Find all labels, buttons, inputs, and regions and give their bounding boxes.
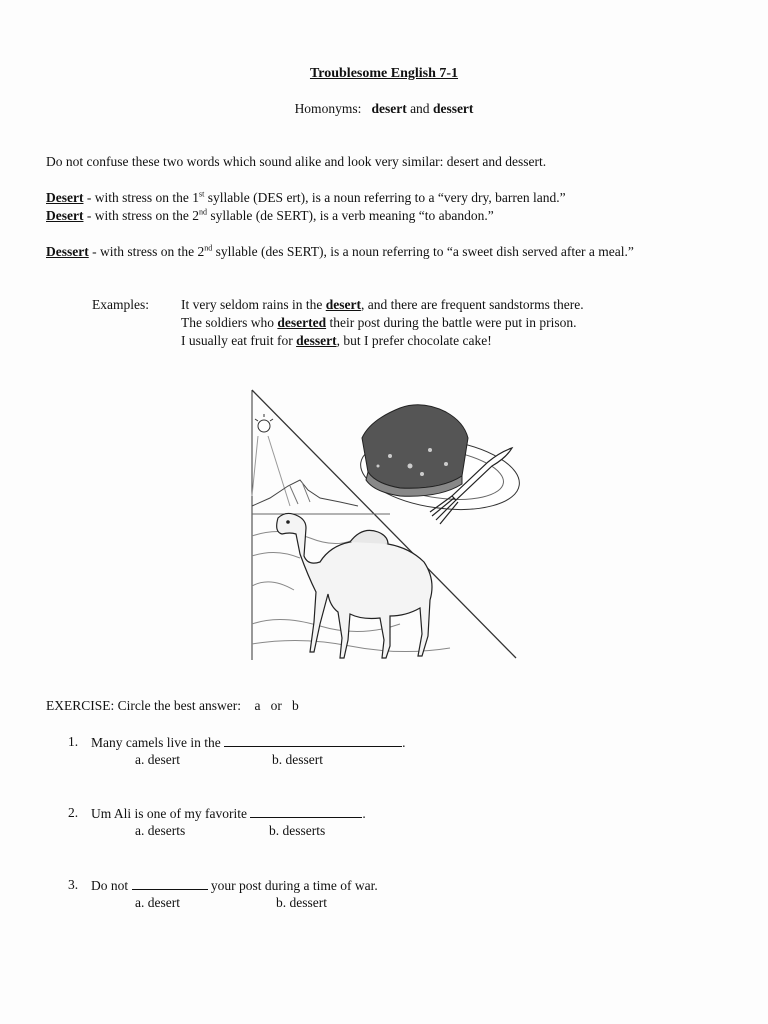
definition-desert-noun <box>46 190 566 206</box>
definition-text: - with stress on the 2 <box>88 244 205 259</box>
subtitle-prefix: Homonyms: <box>294 101 362 116</box>
definition-term: Desert <box>46 208 84 223</box>
example-text: The soldiers who <box>181 315 278 330</box>
example-text: I usually eat fruit for <box>181 333 297 348</box>
definition-superscript: nd <box>204 243 213 253</box>
desert-dessert-illustration <box>250 386 520 662</box>
definition-text: syllable (de SERT), is a verb meaning “to abandon.” <box>206 208 494 223</box>
question-text <box>91 877 378 894</box>
example-line <box>181 333 492 349</box>
page-title: Troublesome English 7-1 <box>309 66 459 81</box>
question-number: 1. <box>68 734 79 749</box>
option-a[interactable]: a. deserts <box>135 823 186 838</box>
question-prompt: Do not <box>91 878 132 893</box>
exercise-label: EXERCISE: Circle the best answer: <box>46 698 241 713</box>
definition-text: - with stress on the 1 <box>83 190 199 205</box>
answer-blank[interactable] <box>250 805 362 818</box>
option-b[interactable]: b. desserts <box>269 823 326 838</box>
question-prompt: Many camels live in the <box>91 735 225 750</box>
definition-dessert-noun <box>46 244 634 260</box>
example-text: , but I prefer chocolate cake! <box>336 333 492 348</box>
exercise-choices: a or b <box>254 698 299 713</box>
example-keyword: deserted <box>277 315 327 330</box>
question-number: 3. <box>68 877 79 892</box>
example-line <box>181 297 584 313</box>
example-line <box>181 315 577 331</box>
question-text <box>91 805 366 822</box>
example-text: It very seldom rains in the <box>181 297 326 312</box>
subtitle <box>0 101 768 117</box>
definition-superscript: st <box>198 189 205 199</box>
subtitle-word-dessert: dessert <box>432 101 474 116</box>
intro-text: Do not confuse these two words which sound alike and look very similar: desert and dessert. <box>46 154 547 169</box>
answer-blank[interactable] <box>132 877 208 890</box>
option-a[interactable]: a. desert <box>135 895 180 910</box>
question-prompt-end: your post during a time of war. <box>207 878 378 893</box>
option-b[interactable]: b. dessert <box>272 752 323 767</box>
question-prompt-end: . <box>362 806 366 821</box>
definition-desert-verb <box>46 208 494 224</box>
question-prompt-end: . <box>402 735 406 750</box>
definition-term: Dessert <box>46 244 89 259</box>
question-prompt: Um Ali is one of my favorite <box>91 806 251 821</box>
option-a[interactable]: a. desert <box>135 752 180 767</box>
exercise-instructions <box>46 698 299 714</box>
answer-blank[interactable] <box>224 734 402 747</box>
definition-term: Desert <box>46 190 84 205</box>
example-text: , and there are frequent sandstorms there. <box>360 297 584 312</box>
subtitle-and: and <box>410 101 430 116</box>
definition-text: - with stress on the 2 <box>83 208 199 223</box>
examples-label: Examples: <box>92 297 149 312</box>
question-number: 2. <box>68 805 79 820</box>
example-text: their post during the battle were put in prison. <box>326 315 577 330</box>
cake-drawing <box>362 405 468 496</box>
example-keyword: desert <box>325 297 361 312</box>
sun-icon <box>255 414 273 432</box>
example-keyword: dessert <box>296 333 337 348</box>
definition-text: syllable (DES ert), is a noun referring to a “very dry, barren land.” <box>204 190 566 205</box>
option-b[interactable]: b. dessert <box>276 895 327 910</box>
mountain-shape <box>252 480 358 506</box>
question-text <box>91 734 405 751</box>
camel-drawing <box>277 513 432 658</box>
subtitle-word-desert: desert <box>371 101 407 116</box>
definition-superscript: nd <box>198 207 207 217</box>
definition-text: syllable (des SERT), is a noun referring to “a sweet dish served after a meal.” <box>212 244 634 259</box>
